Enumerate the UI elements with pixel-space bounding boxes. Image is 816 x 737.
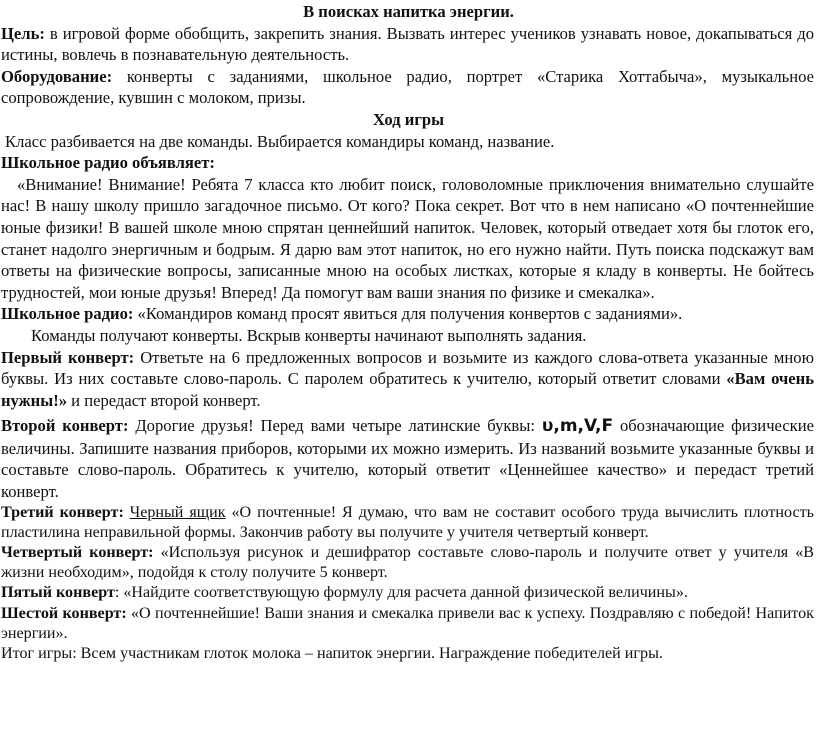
radio2-text: «Командиров команд просят явиться для получения конвертов с заданиями». xyxy=(133,304,683,324)
goal-text: в игровой форме обобщить, закрепить знания. Вызвать интерес учеников узнавать новое, докапываться до истины, вовлечь в познавательную деятельность. xyxy=(1,23,814,65)
envelope4-label: Четвертый конверт: xyxy=(1,544,154,562)
envelope2-paragraph xyxy=(1,415,816,502)
envelope2-text: Дорогие друзья! Перед вами четыре латинские буквы: xyxy=(128,416,542,436)
envelope1-label: Первый конверт: xyxy=(1,347,135,367)
goal-label: Цель: xyxy=(1,23,45,43)
equipment-paragraph xyxy=(1,66,816,109)
radio2-label: Школьное радио: xyxy=(1,304,134,324)
envelope2-symbols: υ,m,V,F xyxy=(541,416,614,437)
envelope2-label: Второй конверт: xyxy=(1,416,129,436)
goal-paragraph xyxy=(1,23,816,66)
envelope5-label: Пятый конверт xyxy=(1,584,115,602)
envelope3-text: «О почтенные! Я думаю, что вам не составит особого труда вычислить плотность пластилина неправильной формы. Закончив работу вы получите у учителя четвертый конверт. xyxy=(1,503,814,541)
equipment-text: конверты с заданиями, школьное радио, портрет «Старика Хоттабыча», музыкальное сопровождение, кувшин с молоком, призы. xyxy=(1,66,814,108)
envelope3-paragraph xyxy=(1,503,816,543)
envelope3-black-box: Черный ящик xyxy=(129,503,226,521)
document-title: В поисках напитка энергии. xyxy=(303,2,514,21)
envelope1-password-reply: «Вам очень нужны!» xyxy=(1,369,814,410)
envelope6-text: «О почтеннейшие! Ваши знания и смекалка привели вас к успеху. Поздравляю с победой! Напиток энергии». xyxy=(1,604,814,642)
envelope1-text: Ответьте на 6 предложенных вопросов и возьмите из каждого слова-ответа указанные мною буквы. Из них составьте слово-пароль. С паролем обратитесь к учителю, который ответит словами xyxy=(1,347,814,389)
result-paragraph: Итог игры: Всем участникам глоток молока – напиток энергии. Награждение победителей игры. xyxy=(1,645,663,663)
envelope1-text-end: и передаст второй конверт. xyxy=(67,390,261,410)
teams-paragraph: Команды получают конверты. Вскрыв конверты начинают выполнять задания. xyxy=(31,325,587,345)
course-heading: Ход игры xyxy=(372,109,445,129)
intro-paragraph: Класс разбивается на две команды. Выбирается командиры команд, название. xyxy=(5,131,555,151)
envelope4-text: «Используя рисунок и дешифратор составьте слово-пароль и получите ответ у учителя «В жизни необходим», подойдя к столу получите 5 конверт. xyxy=(1,544,815,582)
equipment-label: Оборудование: xyxy=(1,66,113,86)
radio-announcement: «Внимание! Внимание! Ребята 7 класса кто любит поиск, головоломные приключения внимательно слушайте нас! В нашу школу пришло загадочное письмо. От кого? Пока секрет. Вот что в нем написано «О почтеннейшие юные физики! В вашей школе мною спрятан ценнейший напиток. Человек, который отведает хотя бы глоток его, станет надолго энергичным и бодрым. Я дарю вам этот напиток, но его нужно найти. Путь поиска подскажут вам ответы на физические вопросы, записанные мною на особых листках, которые я кладу в конверты. Не бойтесь трудностей, мои юные друзья! Вперед! Да помогут вам ваши знания по физике и смекалка». xyxy=(1,174,814,302)
envelope5-paragraph xyxy=(1,583,816,603)
envelope1-paragraph xyxy=(1,347,816,412)
radio-heading: Школьное радио объявляет: xyxy=(1,153,215,173)
envelope4-paragraph xyxy=(1,543,816,583)
envelope2-text-end: обозначающие физические величины. Запишите названия приборов, которыми их можно измерить. Из названий возьмите указанные буквы и составьте слово-пароль. Обратитесь к учителю, который ответит «Ценнейшее качество» и передаст третий конверт. xyxy=(1,416,814,502)
envelope6-paragraph xyxy=(1,604,816,644)
envelope5-text: : «Найдите соответствующую формулу для расчета данной физической величины». xyxy=(114,584,688,602)
radio2-paragraph xyxy=(1,303,816,325)
envelope3-label: Третий конверт: xyxy=(1,503,124,521)
envelope6-label: Шестой конверт: xyxy=(1,604,127,622)
